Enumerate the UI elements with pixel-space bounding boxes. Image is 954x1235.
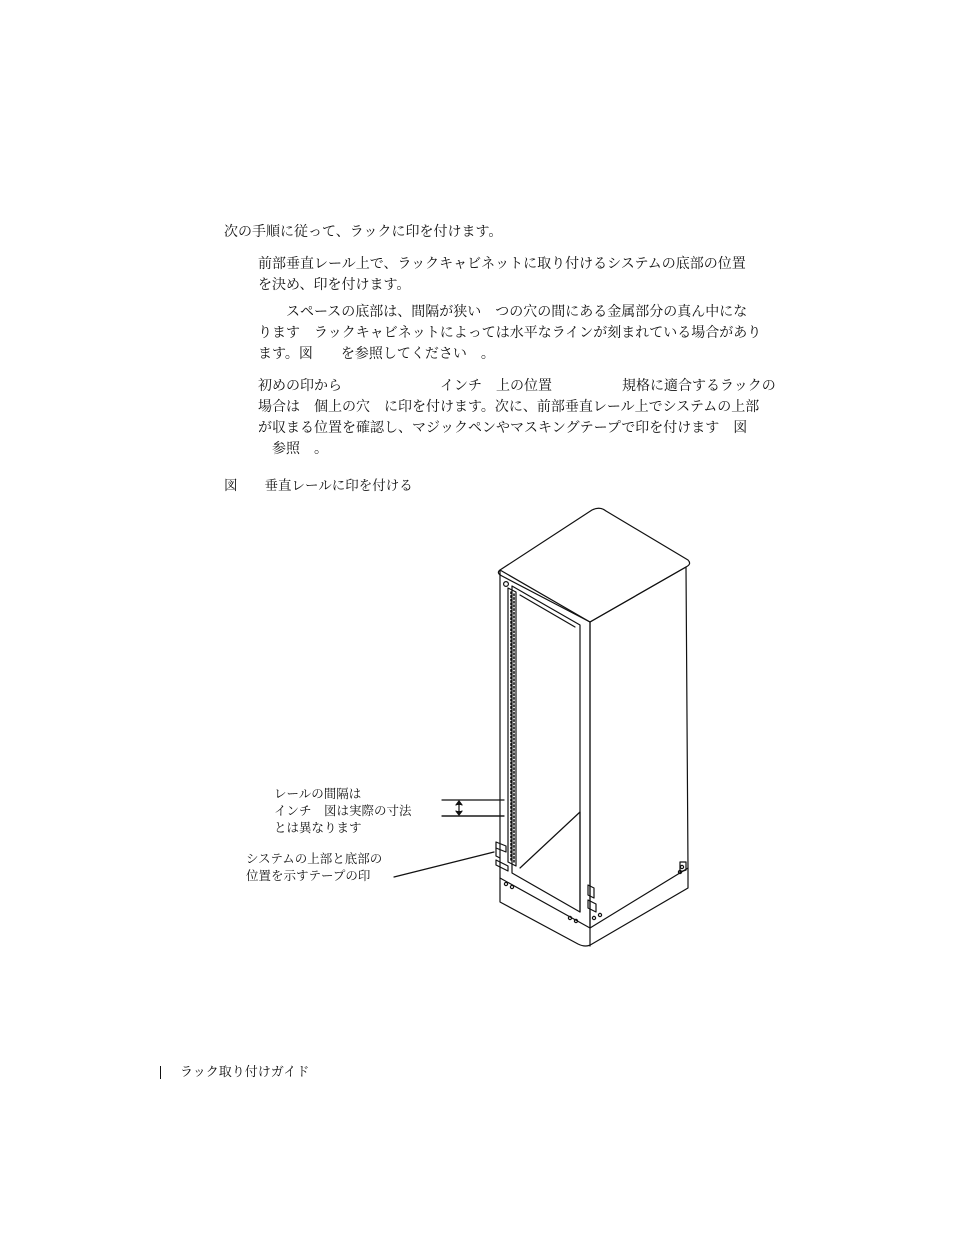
note-line: スペースの底部は、間隔が狭い つの穴の間にある金属部分の真ん中にな: [258, 304, 748, 320]
spacing-marker: [442, 800, 504, 816]
callout-line: システムの上部と底部の: [246, 851, 383, 866]
callout-rail-spacing: [274, 785, 412, 836]
step-2-line: 初めの印から インチ 上の位置 規格に適合するラックの: [258, 378, 776, 394]
figure-caption: 図 垂直レールに印を付ける: [224, 478, 413, 494]
intro-text: 次の手順に従って、ラックに印を付けます。: [224, 224, 503, 240]
footer-title: ラック取り付けガイド: [180, 1065, 310, 1080]
note-line: ります ラックキャビネットによっては水平なラインが刻まれている場合があり: [258, 325, 762, 341]
note-paragraph: [258, 302, 818, 365]
note-line: ます。図 を参照してください 。: [258, 346, 495, 362]
callout-line: レールの間隔は: [274, 786, 362, 801]
step-2-line: 場合は 個上の穴 に印を付けます。次に、前部垂直レール上でシステムの上部: [258, 399, 760, 415]
footer-divider: [160, 1066, 161, 1079]
callout-tape-marks: [246, 850, 382, 884]
callout-line: とは異なります: [274, 820, 362, 835]
callout-line: インチ 図は実際の寸法: [274, 803, 412, 818]
step-1-paragraph: [258, 254, 818, 296]
rack-side-panel: [590, 567, 688, 928]
step-2-line: が収まる位置を確認し、マジックペンやマスキングテープで印を付けます 図: [258, 420, 748, 436]
callout-line: 位置を示すテープの印: [246, 868, 371, 883]
rack-top: [498, 508, 689, 622]
rack-rear-edge: [520, 812, 580, 912]
step-1-line: を決め、印を付けます。: [258, 277, 411, 293]
tape-mark-top: [496, 842, 506, 858]
step-2-paragraph: [258, 376, 818, 460]
step-1-line: 前部垂直レール上で、ラックキャビネットに取り付けるシステムの底部の位置: [258, 256, 746, 272]
step-2-line: 参照 。: [258, 441, 328, 457]
rack-base: [500, 868, 688, 946]
